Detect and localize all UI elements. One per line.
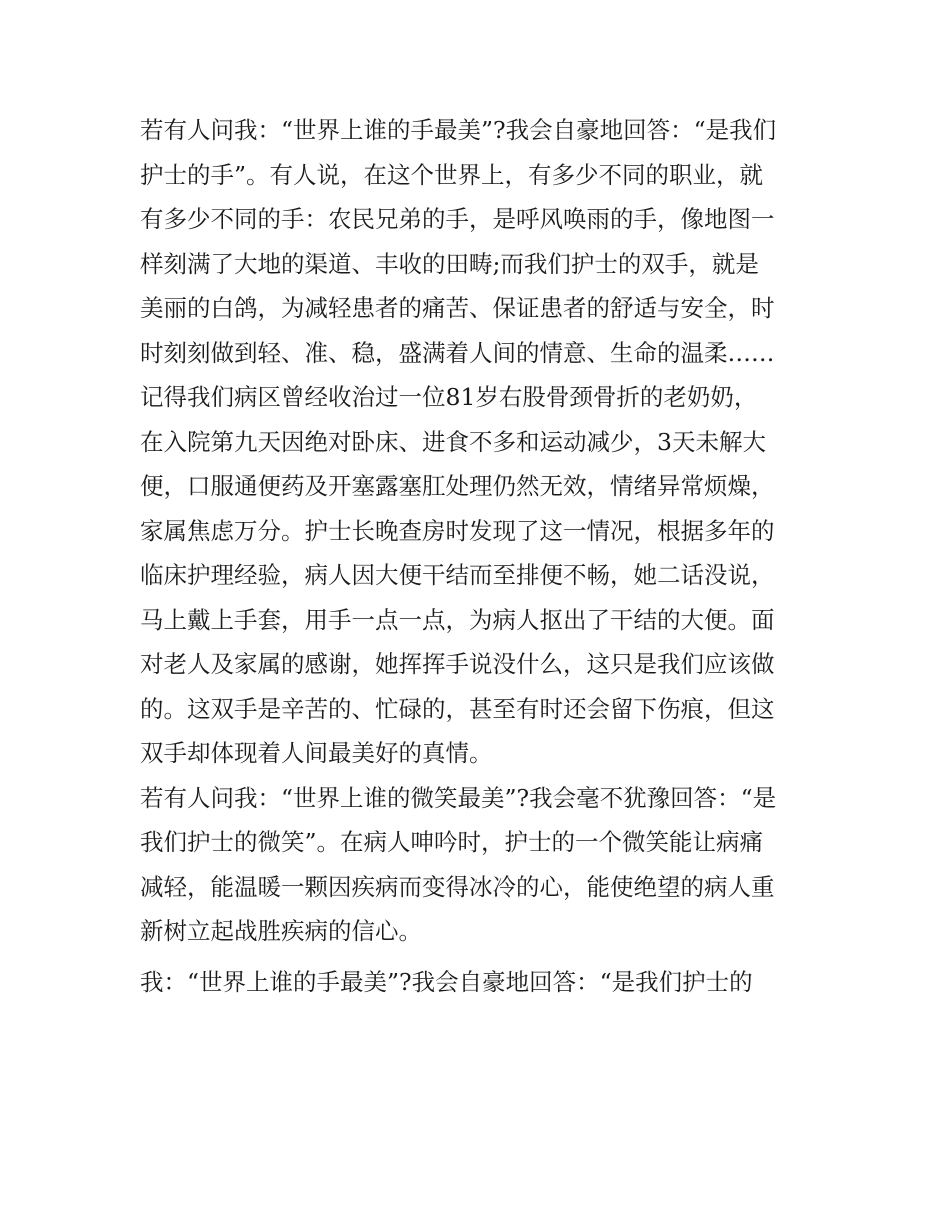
text-line: 对老人及家属的感谢，她挥挥手说没什么，这只是我们应该做 [140, 650, 775, 678]
text-line: 马上戴上手套，用手一点一点，为病人抠出了干结的大便。面 [140, 605, 775, 634]
text-line: 有多少不同的手：农民兄弟的手，是呼风唤雨的手，像地图一 [140, 205, 775, 233]
text-line: 减轻，能温暖一颗因疾病而变得冰冷的心，能使绝望的病人重 [140, 872, 775, 901]
text-line: 若有人问我：“世界上谁的微笑最美”?我会毫不犹豫回答：“是 [140, 783, 777, 812]
text-line: 样刻满了大地的渠道、丰收的田畴;而我们护士的双手，就是 [140, 249, 759, 278]
text-line: 时刻刻做到轻、准、稳，盛满着人间的情意、生命的温柔…… [140, 338, 775, 367]
text-line: 临床护理经验，病人因大便干结而至排便不畅，她二话没说， [140, 561, 775, 589]
text-line: 便，口服通便药及开塞露塞肛处理仍然无效，情绪异常烦燥， [140, 472, 775, 500]
text-line: 我：“世界上谁的手最美”?我会自豪地回答：“是我们护士的 [140, 967, 753, 996]
text-line: 若有人问我：“世界上谁的手最美”?我会自豪地回答：“是我们 [140, 116, 777, 144]
text-line: 的。这双手是辛苦的、忙碌的，甚至有时还会留下伤痕，但这 [140, 694, 775, 723]
text-line: 家属焦虑万分。护士长晚查房时发现了这一情况，根据多年的 [140, 516, 775, 545]
text-line: 护士的手”。有人说，在这个世界上，有多少不同的职业，就 [140, 160, 764, 189]
text-line: 在入院第九天因绝对卧床、进食不多和运动减少，3天未解大 [140, 427, 766, 456]
text-line: 新树立起战胜疾病的信心。 [140, 917, 422, 945]
text-line: 双手却体现着人间最美好的真情。 [140, 739, 493, 767]
text-line: 我们护士的微笑”。在病人呻吟时，护士的一个微笑能让病痛 [140, 828, 764, 856]
text-line: 美丽的白鸽，为减轻患者的痛苦、保证患者的舒适与安全，时 [140, 294, 775, 322]
document-body [140, 108, 830, 1004]
text-line: 记得我们病区曾经收治过一位81岁右股骨颈骨折的老奶奶， [140, 383, 758, 411]
